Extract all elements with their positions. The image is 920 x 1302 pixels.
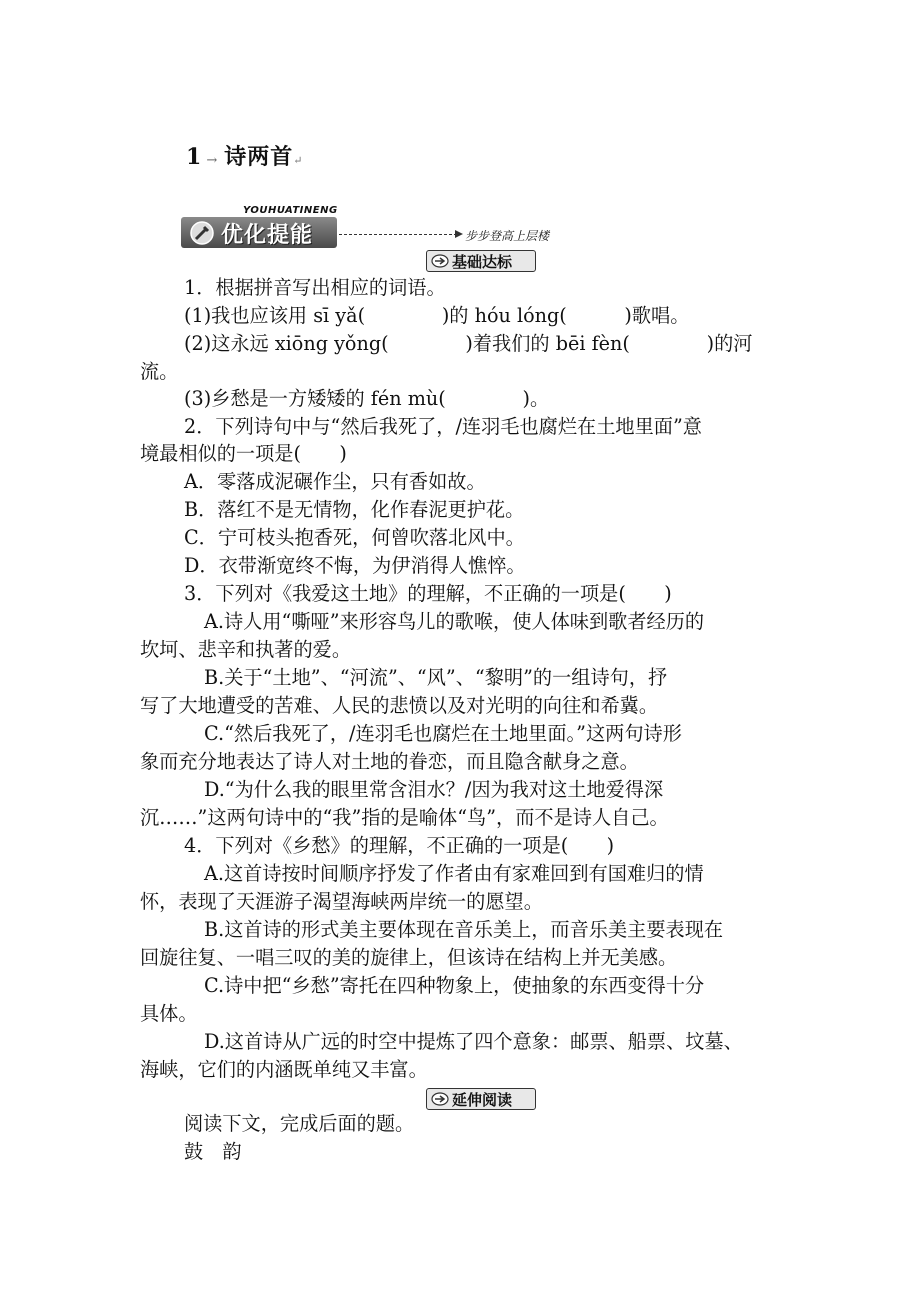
title-number: 1 [186, 144, 203, 170]
question-3-option-a: A.诗人用“嘶哑”来形容鸟儿的歌喉，使人体味到歌者经历的 [204, 610, 705, 633]
question-4-option-d: D.这首诗从广远的时空中提炼了四个意象：邮票、船票、坟墓、 [204, 1030, 743, 1053]
question-1-item-2: (2)这永远 xiōng yǒng( )着我们的 bēi fèn( )的河 [184, 332, 753, 355]
question-3-option-d-cont: 沉……”这两句诗中的“我”指的是喻体“鸟”，而不是诗人自己。 [140, 806, 669, 829]
section-tag-basic [426, 250, 536, 272]
reading-passage-title: 鼓 韵 [184, 1140, 242, 1163]
return-mark-icon: ↵ [293, 154, 304, 167]
arrow-badge-icon [431, 1092, 449, 1106]
arrow-right-icon [455, 230, 463, 238]
question-4-option-a-cont: 怀，表现了天涯游子渴望海峡两岸统一的愿望。 [140, 890, 543, 913]
question-4-option-a: A.这首诗按时间顺序抒发了作者由有家难回到有国难归的情 [204, 862, 704, 885]
question-4-option-b: B.这首诗的形式美主要体现在音乐美上，而音乐美主要表现在 [204, 918, 724, 941]
section-tag-reading [426, 1088, 536, 1110]
question-3-stem: 3．下列对《我爱这土地》的理解，不正确的一项是( ) [184, 582, 672, 605]
question-3-option-b: B.关于“土地”、“河流”、“风”、“黎明”的一组诗句，抒 [204, 666, 668, 689]
question-3-option-d: D.“为什么我的眼里常含泪水？/因为我对这土地爱得深 [204, 778, 664, 801]
question-1-item-1: (1)我也应该用 sī yǎ( )的 hóu lóng( )歌唱。 [184, 304, 690, 327]
reading-instruction: 阅读下文，完成后面的题。 [184, 1112, 415, 1135]
question-4-option-c: C.诗中把“乡愁”寄托在四种物象上，使抽象的东西变得十分 [204, 974, 705, 997]
question-4-stem: 4．下列对《乡愁》的理解，不正确的一项是( ) [184, 834, 615, 857]
banner-dashed-line [339, 234, 457, 235]
lesson-title [186, 140, 303, 171]
section-banner [181, 205, 551, 251]
wrench-icon [189, 220, 215, 246]
question-4-option-c-cont: 具体。 [140, 1002, 198, 1025]
arrow-badge-icon [431, 254, 449, 268]
section-tag-label: 基础达标 [452, 252, 513, 271]
question-3-option-c: C.“然后我死了，/连羽毛也腐烂在土地里面。”这两句诗形 [204, 722, 682, 745]
banner-pinyin: YOUHUATINENG [243, 205, 338, 216]
banner-slogan: 步步登高上层楼 [465, 229, 550, 243]
tab-arrow-icon: → [206, 153, 219, 168]
question-2-option-b: B．落红不是无情物，化作春泥更护花。 [184, 498, 525, 521]
question-4-option-b-cont: 回旋往复、一唱三叹的美的旋律上，但该诗在结构上并无美感。 [140, 946, 678, 969]
banner-heading: 优化提能 [221, 223, 314, 248]
question-4-option-d-cont: 海峡，它们的内涵既单纯又丰富。 [140, 1058, 428, 1081]
title-text: 诗两首 [224, 144, 294, 170]
question-1-item-2-cont: 流。 [140, 360, 179, 383]
question-1-stem: 1．根据拼音写出相应的词语。 [184, 276, 446, 299]
question-2-stem-cont: 境最相似的一项是( ) [140, 442, 347, 465]
section-tag-label: 延伸阅读 [452, 1090, 513, 1109]
question-3-option-c-cont: 象而充分地表达了诗人对土地的眷恋，而且隐含献身之意。 [140, 750, 639, 773]
question-2-option-d: D．衣带渐宽终不悔，为伊消得人憔悴。 [184, 554, 526, 577]
question-2-stem: 2．下列诗句中与“然后我死了，/连羽毛也腐烂在土地里面”意 [184, 415, 702, 438]
question-1-item-3: (3)乡愁是一方矮矮的 fén mù( )。 [184, 387, 550, 410]
question-2-option-c: C．宁可枝头抱香死，何曾吹落北风中。 [184, 526, 525, 549]
question-3-option-b-cont: 写了大地遭受的苦难、人民的悲愤以及对光明的向往和希冀。 [140, 694, 659, 717]
question-2-option-a: A．零落成泥碾作尘，只有香如故。 [184, 470, 486, 493]
question-3-option-a-cont: 坎坷、悲辛和执著的爱。 [140, 638, 352, 661]
